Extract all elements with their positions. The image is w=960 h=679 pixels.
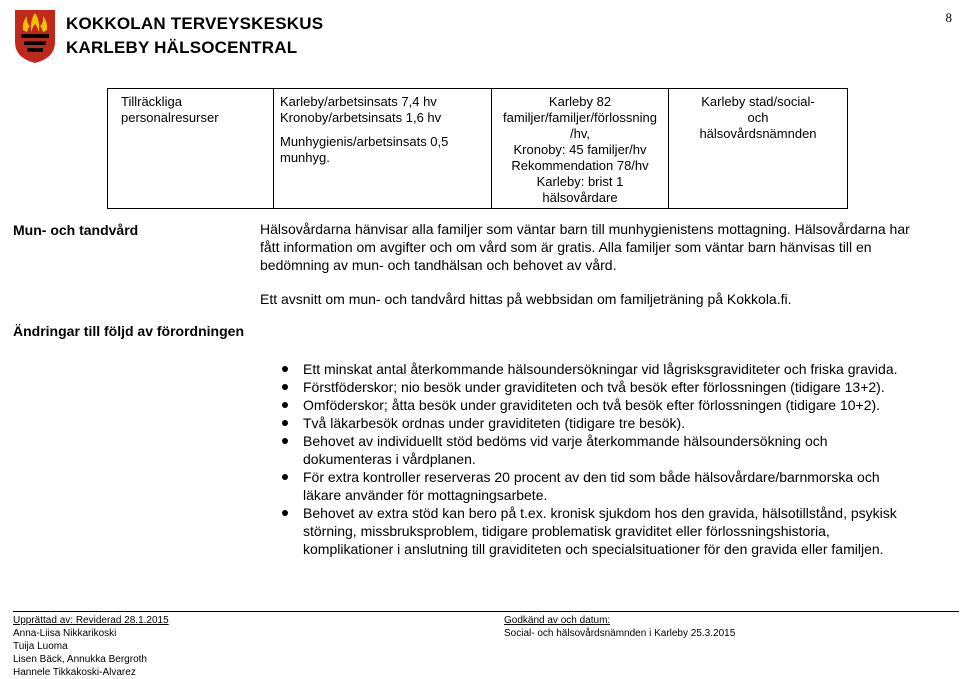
approved-label: Godkänd av och datum: [504,615,611,626]
paragraph-line: bedömning av mun- och tandhälsan och behovet av vård. [260,257,617,273]
cell-line: Karleby/arbetsinsats 7,4 hv [280,94,437,109]
bullet-icon [282,438,288,444]
cell-line: /hv, [570,126,590,141]
kokkola-coat-of-arms-logo [13,8,57,64]
list-item-text: komplikationer i anslutning till graviditeten och specialsituationer för den gravida eller familjen. [303,541,884,557]
paragraph-line: fått information om avgifter och om vård som är gratis. Alla familjer som väntar barn hänvisas till en [260,239,872,255]
author-name: Tuija Luoma [13,641,68,652]
bullet-icon [282,402,288,408]
organization-name-swedish: KARLEBY HÄLSOCENTRAL [66,38,298,57]
list-item-text: För extra kontroller reserveras 20 procent av den tid som både hälsovårdare/barnmorska och [303,469,880,485]
regulation-changes-heading: Ändringar till följd av förordningen [13,323,244,339]
list-item-text: Två läkarbesök ordnas under graviditeten (tidigare tre besök). [303,415,686,431]
list-item-text: Förstföderskor; nio besök under graviditeten och två besök efter förlossningen (tidigare 13+2). [303,379,885,395]
cell-spacer [280,126,485,134]
cell-line: munhyg. [280,150,330,165]
list-item [260,504,950,558]
organization-name-finnish: KOKKOLAN TERVEYSKESKUS [66,14,324,33]
list-item-text: Behovet av extra stöd kan bero på t.ex. kronisk sjukdom hos den gravida, hälsotillstånd, psykisk [303,505,897,521]
list-item-text: störning, missbruksproblem, tidigare problematisk graviditet eller förlossningshistoria, [303,523,830,539]
table-cell-resource-label [108,89,274,209]
page-number: 8 [945,10,952,25]
table-cell-work-input [274,89,492,209]
bullet-icon [282,510,288,516]
paragraph-line: Hälsovårdarna hänvisar alla familjer som väntar barn till munhygienistens mottagning. Hälsovårdarna har [260,221,910,237]
cell-line: Kronoby: 45 familjer/hv [513,142,647,157]
cell-line: familjer/familjer/förlossning [503,110,657,125]
list-item [260,432,950,468]
footer-divider [13,611,959,612]
dental-care-paragraph [260,220,910,274]
list-item [260,360,950,378]
footer-prepared-by [13,614,169,679]
cell-line: Rekommendation 78/hv [511,158,649,173]
list-item [260,468,950,504]
cell-line: hälsovårdsnämnden [699,126,817,141]
author-name: Lisen Bäck, Annukka Bergroth [13,654,147,665]
list-item-text: dokumenteras i vårdplanen. [303,451,476,467]
resource-table [107,88,848,209]
paragraph-line: Ett avsnitt om mun- och tandvård hittas på webbsidan om familjeträning på Kokkola.fi. [260,291,792,307]
list-item-text: Behovet av individuellt stöd bedöms vid varje återkommande hälsoundersökning och [303,433,828,449]
cell-line: Karleby: brist 1 [536,174,624,189]
list-item [260,396,950,414]
cell-line: Kronoby/arbetsinsats 1,6 hv [280,110,442,125]
bullet-icon [282,474,288,480]
cell-line: Tillräckliga [121,94,182,109]
table-row [108,89,848,209]
cell-line: Munhygienis/arbetsinsats 0,5 [280,134,449,149]
dental-care-website-note [260,290,792,308]
cell-line: Karleby stad/social- [701,94,815,109]
list-item-text: läkare använder för mottagningsarbete. [303,487,548,503]
bullet-icon [282,420,288,426]
dental-care-heading: Mun- och tandvård [13,222,139,238]
table-cell-responsible [669,89,848,209]
author-name: Hannele Tikkakoski-Alvarez [13,667,136,678]
list-item-text: Omföderskor; åtta besök under graviditeten och två besök efter förlossningen (tidigare 10+2). [303,397,881,413]
cell-line: Karleby 82 [548,94,612,109]
author-name: Anna-Liisa Nikkarikoski [13,628,117,639]
cell-line: och [747,110,769,125]
approved-by-text: Social- och hälsovårdsnämnden i Karleby 25.3.2015 [504,628,736,639]
footer-approved-by [504,614,735,640]
bullet-icon [282,384,288,390]
list-item [260,414,950,432]
regulation-changes-list [260,360,950,558]
cell-line: personalresurser [121,110,219,125]
cell-line: hälsovårdare [542,190,618,205]
prepared-label: Upprättad av: Reviderad 28.1.2015 [13,615,169,626]
bullet-icon [282,366,288,372]
table-cell-families-per-nurse [492,89,669,209]
list-item [260,378,950,396]
list-item-text: Ett minskat antal återkommande hälsoundersökningar vid lågrisksgraviditeter och friska gravida. [303,361,898,377]
